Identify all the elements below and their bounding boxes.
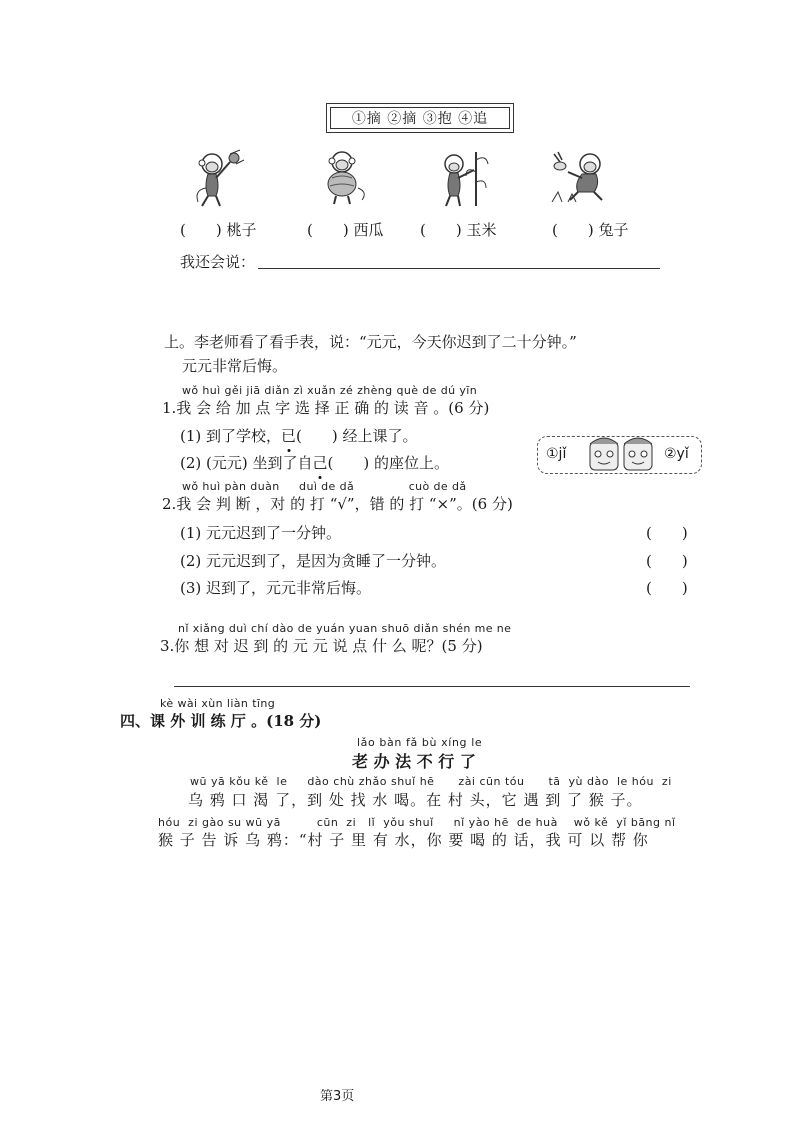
- monkey-with-watermelon-icon: [318, 148, 370, 206]
- blank-corn: [420, 219, 497, 240]
- answer-paren[interactable]: ( ): [552, 221, 594, 239]
- blank-word: 兔子: [598, 221, 629, 239]
- story-p2: 猴 子 告 诉 乌 鸦：“村 子 里 有 水，你 要 喝 的 话，我 可 以 帮 你: [158, 831, 649, 849]
- q2-item-3: (3) 迟到了，元元非常后悔。: [180, 579, 372, 597]
- section4-pinyin: kè wài xùn liàn tīng: [160, 697, 276, 710]
- options-text: ①摘 ②摘 ③抱 ④追: [330, 107, 510, 129]
- q2-item-2: (2) 元元迟到了，是因为贪睡了一分钟。: [180, 552, 447, 570]
- q1-pinyin: wǒ huì gěi jiā diǎn zì xuǎn zé zhèng què de dú yīn: [182, 384, 478, 397]
- q1-item-1: (1) 到了学校，已( ) 经上课了。: [180, 427, 418, 445]
- blank-word: 西瓜: [353, 221, 384, 239]
- passage-line-2: 元元非常后悔。: [182, 357, 288, 375]
- blank-word: 桃子: [226, 221, 257, 239]
- story-p2-pinyin: hóu zi gào su wū yā cūn zi lǐ yǒu shuǐ nǐ yào hē de huà wǒ kě yǐ bāng nǐ: [158, 816, 676, 829]
- answer-paren[interactable]: ( ): [646, 552, 688, 570]
- blank-rabbit: [552, 219, 629, 240]
- also-say-answer-line[interactable]: [258, 268, 660, 269]
- q1-title: 1.我 会 给 加 点 字 选 择 正 确 的 读 音 。(6 分): [162, 399, 490, 417]
- dotted-char: 已: [281, 427, 297, 445]
- q3-answer-line[interactable]: [174, 686, 690, 687]
- page-number: 第3页: [320, 1089, 355, 1104]
- options-box: [326, 103, 514, 133]
- q2-item-1: (1) 元元迟到了一分钟。: [180, 524, 342, 542]
- q1-item-2: (2) (元元) 坐到了自己( ) 的座位上。: [180, 454, 449, 472]
- blank-watermelon: [307, 219, 384, 240]
- answer-paren[interactable]: ( ): [307, 221, 349, 239]
- answer-paren[interactable]: ( ): [646, 524, 688, 542]
- choice-ji: ①jǐ: [546, 446, 567, 462]
- answer-paren[interactable]: ( ): [180, 221, 222, 239]
- answer-paren[interactable]: ( ) 经上课了。: [296, 427, 418, 445]
- blank-peach: [180, 219, 257, 240]
- monkey-chasing-rabbit-icon: [548, 148, 614, 204]
- story-p1: 乌 鸦 口 渴 了，到 处 找 水 喝。在 村 头，它 遇 到 了 猴 子。: [188, 791, 643, 809]
- q2-title: 2.我 会 判 断 ，对 的 打 “√”，错 的 打 “×”。(6 分): [162, 495, 513, 513]
- story-title-pinyin: lǎo bàn fǎ bù xíng le: [357, 736, 483, 749]
- two-cartoon-characters-icon: [582, 432, 662, 476]
- answer-paren[interactable]: ( ) 的座位上。: [327, 454, 449, 472]
- story-title: 老 办 法 不 行 了: [352, 752, 476, 771]
- choice-yi: ②yǐ: [664, 446, 689, 462]
- answer-paren[interactable]: ( ): [646, 579, 688, 597]
- q3-title: 3.你 想 对 迟 到 的 元 元 说 点 什 么 呢？(5 分): [160, 637, 483, 655]
- section4-title: 四、课 外 训 练 厅 。(18 分): [120, 712, 322, 730]
- passage-line-1: 上。李老师看了看手表，说：“元元，今天你迟到了二十分钟。”: [164, 333, 577, 351]
- answer-paren[interactable]: ( ): [420, 221, 462, 239]
- q3-pinyin: nǐ xiǎng duì chí dào de yuán yuan shuō diǎn shén me ne: [178, 622, 512, 635]
- story-p1-pinyin: wū yā kǒu kě le dào chù zhǎo shuǐ hē zài cūn tóu tā yù dào le hóu zi: [190, 775, 672, 788]
- also-say-label: 我还会说：: [180, 253, 256, 271]
- blank-word: 玉米: [466, 221, 497, 239]
- q2-pinyin: wǒ huì pàn duàn duì de dǎ cuò de dǎ: [182, 480, 467, 493]
- dotted-char: 己: [312, 454, 328, 472]
- monkey-with-corn-icon: [436, 148, 492, 208]
- monkey-with-peaches-icon: [190, 148, 250, 208]
